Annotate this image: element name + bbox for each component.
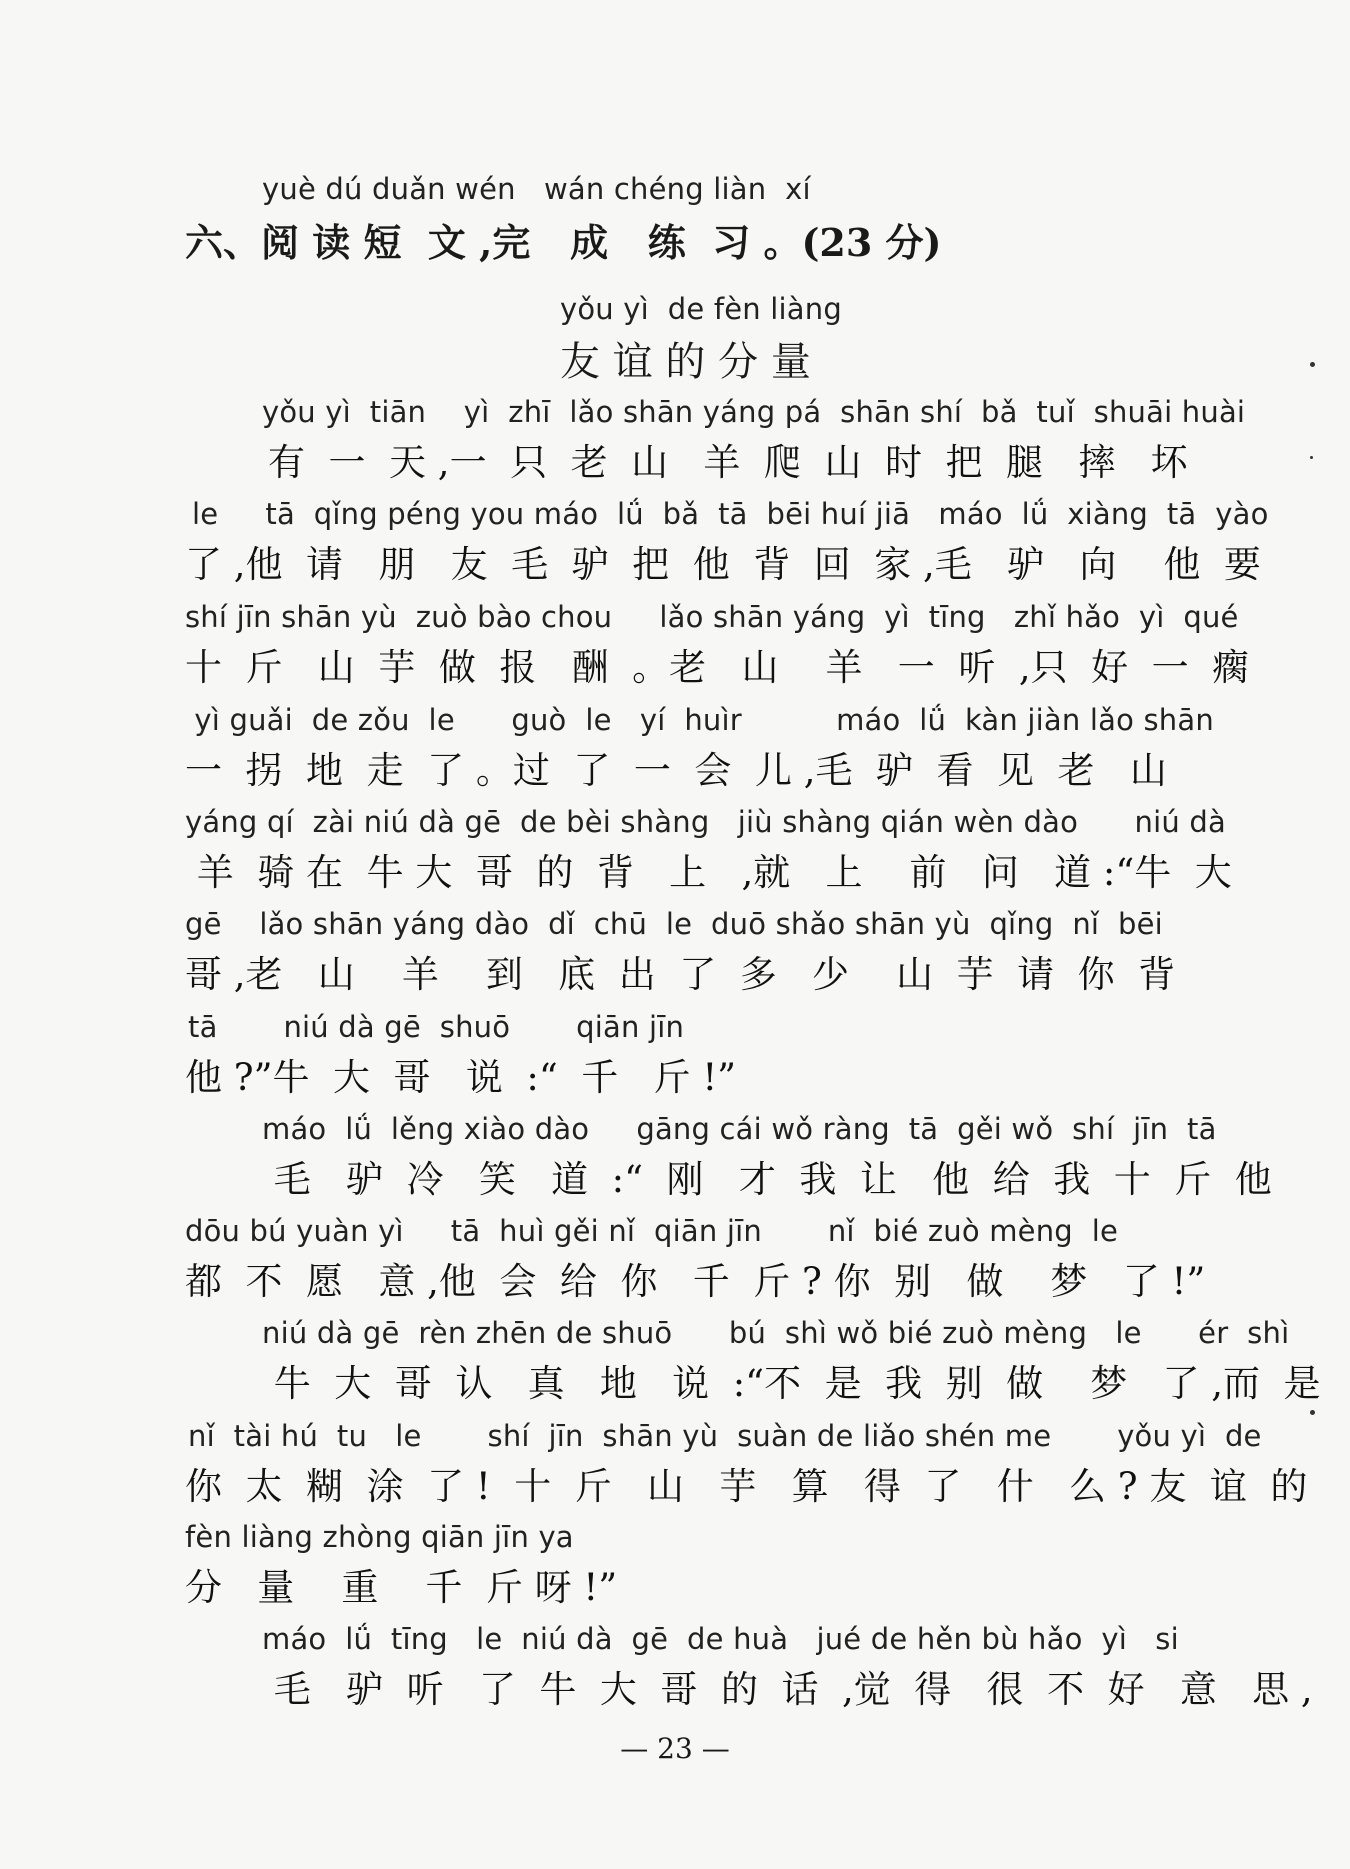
line-2-pinyin: le tā qǐng péng you máo lǘ bǎ tā bēi huí jiā máo lǘ xiàng tā yào (192, 497, 1269, 531)
line-7-pinyin: tā niú dà gē shuō qiān jīn (188, 1010, 685, 1044)
story-title: 友 谊 的 分 量 (560, 339, 811, 385)
line-10-pinyin: niú dà gē rèn zhēn de shuō bú shì wǒ bié zuò mèng le ér shì (262, 1316, 1290, 1350)
line-2-text: 了 ,他 请 朋 友 毛 驴 把 他 背 回 家 ,毛 驴 向 他 要 (185, 543, 1261, 586)
line-13-text: 毛 驴 听 了 牛 大 哥 的 话 ,觉 得 很 不 好 意 思 , (262, 1668, 1313, 1711)
page-number: — 23 — (620, 1732, 730, 1765)
line-4-pinyin: yì guǎi de zǒu le guò le yí huìr máo lǘ kàn jiàn lǎo shān (185, 703, 1214, 737)
line-6-pinyin: gē lǎo shān yáng dào dǐ chū le duō shǎo shān yù qǐng nǐ bēi (185, 907, 1163, 941)
line-3-text: 十 斤 山 芋 做 报 酬 。老 山 羊 一 听 ,只 好 一 瘸 (185, 646, 1250, 689)
margin-mark (1310, 1410, 1315, 1415)
line-5-text: 羊 骑 在 牛 大 哥 的 背 上 ,就 上 前 问 道 :“牛 大 (185, 851, 1232, 894)
line-10-text: 牛 大 哥 认 真 地 说 :“不 是 我 别 做 梦 了 ,而 是 (262, 1362, 1321, 1405)
line-5-pinyin: yáng qí zài niú dà gē de bèi shàng jiù shàng qián wèn dào niú dà (185, 805, 1226, 839)
line-7-text: 他 ?”牛 大 哥 说 :“ 千 斤 !” (185, 1056, 737, 1099)
section-heading-pinyin: yuè dú duǎn wén wán chéng liàn xí (262, 172, 811, 206)
line-13-pinyin: máo lǘ tīng le niú dà gē de huà jué de hěn bù hǎo yì si (262, 1622, 1179, 1656)
line-4-text: 一 拐 地 走 了 。过 了 一 会 儿 ,毛 驴 看 见 老 山 (185, 749, 1167, 792)
line-8-text: 毛 驴 冷 笑 道 :“ 刚 才 我 让 他 给 我 十 斤 他 (262, 1158, 1272, 1201)
line-1-pinyin: yǒu yì tiān yì zhī lǎo shān yáng pá shān shí bǎ tuǐ shuāi huài (262, 395, 1246, 429)
line-9-text: 都 不 愿 意 ,他 会 给 你 千 斤 ? 你 别 做 梦 了 !” (185, 1260, 1206, 1303)
line-9-pinyin: dōu bú yuàn yì tā huì gěi nǐ qiān jīn nǐ bié zuò mèng le (185, 1214, 1119, 1248)
line-1-text: 有 一 天 ,一 只 老 山 羊 爬 山 时 把 腿 摔 坏 (268, 441, 1188, 484)
margin-mark (1310, 362, 1315, 367)
line-8-pinyin: máo lǘ lěng xiào dào gāng cái wǒ ràng tā gěi wǒ shí jīn tā (262, 1112, 1217, 1146)
line-6-text: 哥 ,老 山 羊 到 底 出 了 多 少 山 芋 请 你 背 (185, 953, 1176, 996)
story-title-pinyin: yǒu yì de fèn liàng (560, 292, 842, 326)
line-11-text: 你 太 糊 涂 了 ! 十 斤 山 芋 算 得 了 什 么 ? 友 谊 的 (185, 1465, 1308, 1508)
margin-mark (1310, 456, 1313, 459)
section-heading: 六、阅 读 短 文 ,完 成 练 习 。(23 分) (185, 220, 942, 265)
line-12-pinyin: fèn liàng zhòng qiān jīn ya (185, 1520, 574, 1554)
line-11-pinyin: nǐ tài hú tu le shí jīn shān yù suàn de liǎo shén me yǒu yì de (188, 1419, 1262, 1453)
line-3-pinyin: shí jīn shān yù zuò bào chou lǎo shān yáng yì tīng zhǐ hǎo yì qué (185, 600, 1239, 634)
line-12-text: 分 量 重 千 斤 呀 !” (185, 1566, 618, 1609)
